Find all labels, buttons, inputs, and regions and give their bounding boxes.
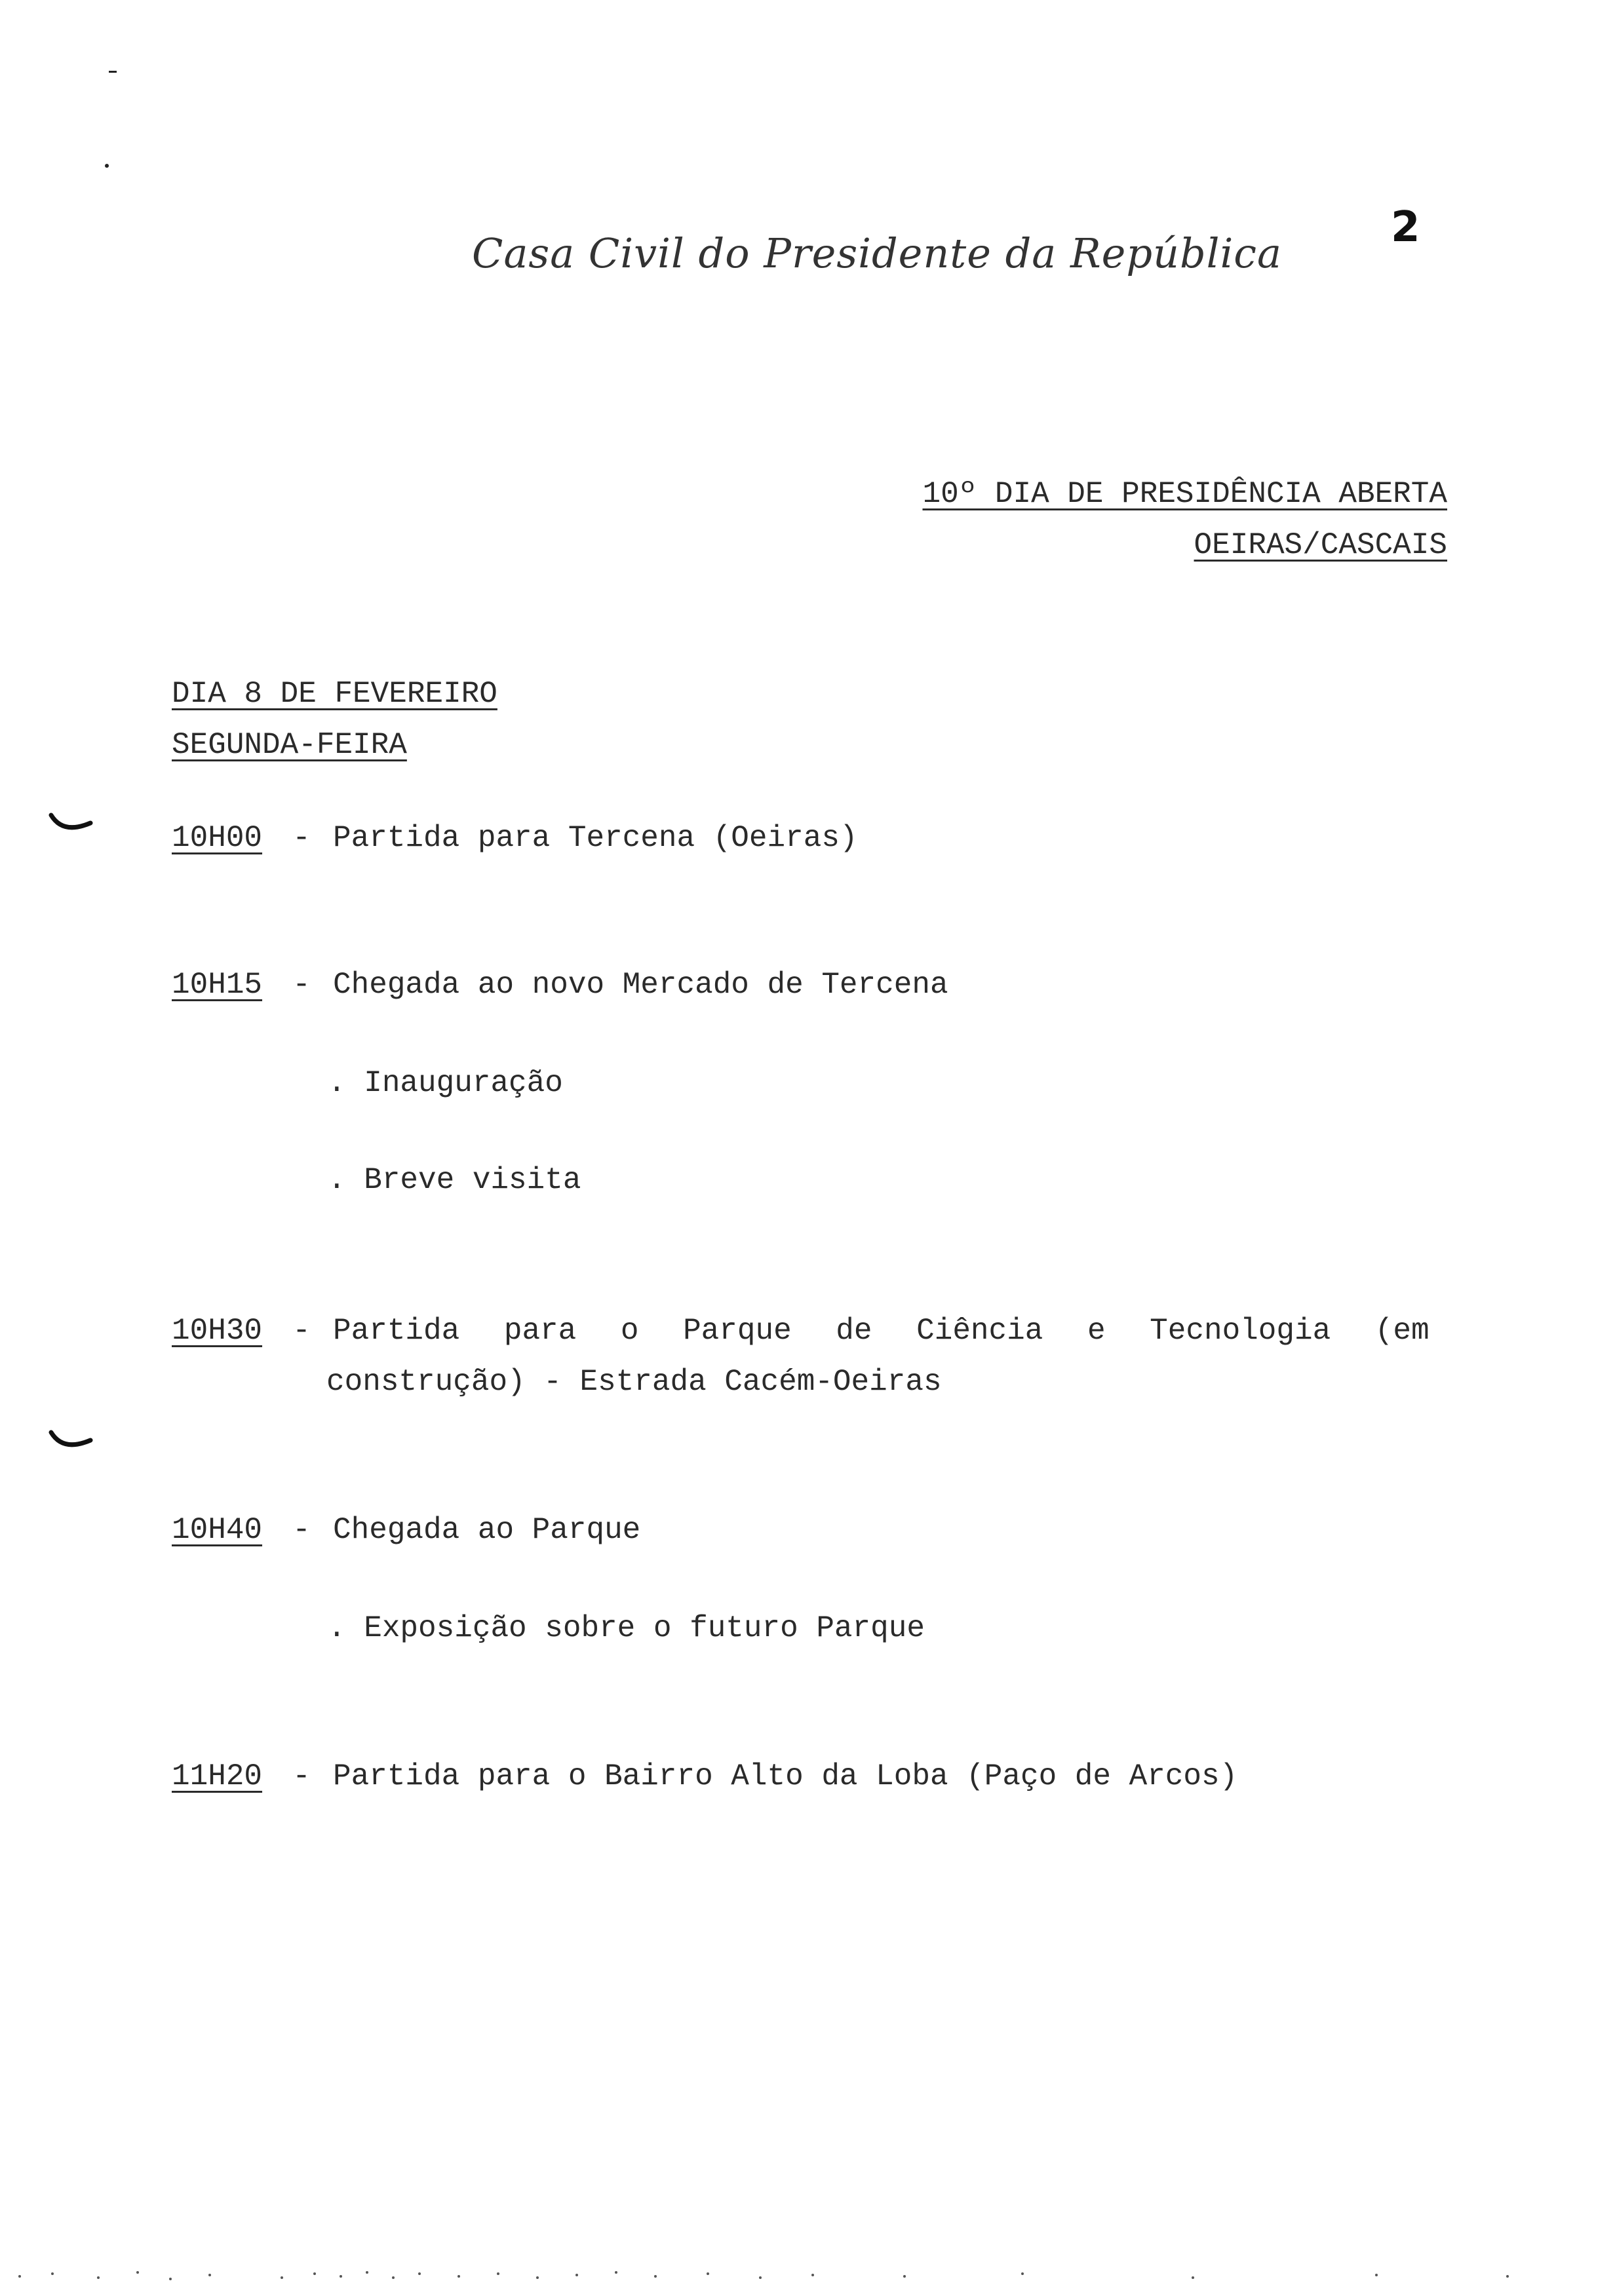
schedule-entry (172, 1751, 1237, 1802)
entry-separator: - (292, 1513, 311, 1547)
document-header (922, 469, 1447, 571)
entry-separator: - (292, 1759, 311, 1793)
header-title: 10º DIA DE PRESIDÊNCIA ABERTA (922, 477, 1447, 511)
entry-separator: - (292, 1314, 311, 1348)
entry-time: 10H00 (172, 821, 263, 855)
schedule-entry (172, 1504, 640, 1556)
entry-text: Partida para o Bairro Alto da Loba (Paço de Arcos) (333, 1759, 1238, 1793)
header-location: OEIRAS/CASCAIS (1194, 528, 1447, 562)
entry-item: . Exposição sobre o futuro Parque (328, 1611, 925, 1645)
letterhead: Casa Civil do Presidente da República (472, 229, 1282, 277)
schedule-entry (172, 959, 948, 1010)
date-weekday: SEGUNDA-FEIRA (172, 728, 407, 762)
entry-item: . Breve visita (328, 1163, 581, 1197)
entry-text: Partida para Tercena (Oeiras) (333, 821, 858, 855)
scan-speck (105, 164, 109, 168)
schedule-entry (172, 1305, 1430, 1407)
schedule-entry (172, 813, 858, 864)
check-mark (47, 811, 94, 837)
check-mark (47, 1428, 94, 1455)
entry-separator: - (292, 821, 311, 855)
scan-noise (0, 2254, 1615, 2296)
page-number-stamp (1382, 177, 1434, 275)
entry-item: . Inauguração (328, 1066, 563, 1100)
entry-text: Partida para o Parque de Ciência e Tecnologia (em (333, 1314, 1430, 1348)
date-block (172, 668, 497, 771)
entry-text: Chegada ao novo Mercado de Tercena (333, 968, 948, 1002)
entry-text-continuation: construção) - Estrada Cacém-Oeiras (326, 1365, 942, 1399)
entry-time: 10H15 (172, 968, 263, 1002)
entry-time: 10H40 (172, 1513, 263, 1547)
page-number: 2 (1391, 203, 1420, 252)
entry-time: 11H20 (172, 1759, 263, 1793)
entry-separator: - (292, 968, 311, 1002)
scan-speck (109, 71, 117, 73)
entry-text: Chegada ao Parque (333, 1513, 641, 1547)
date-day: DIA 8 DE FEVEREIRO (172, 677, 497, 711)
entry-time: 10H30 (172, 1314, 263, 1348)
